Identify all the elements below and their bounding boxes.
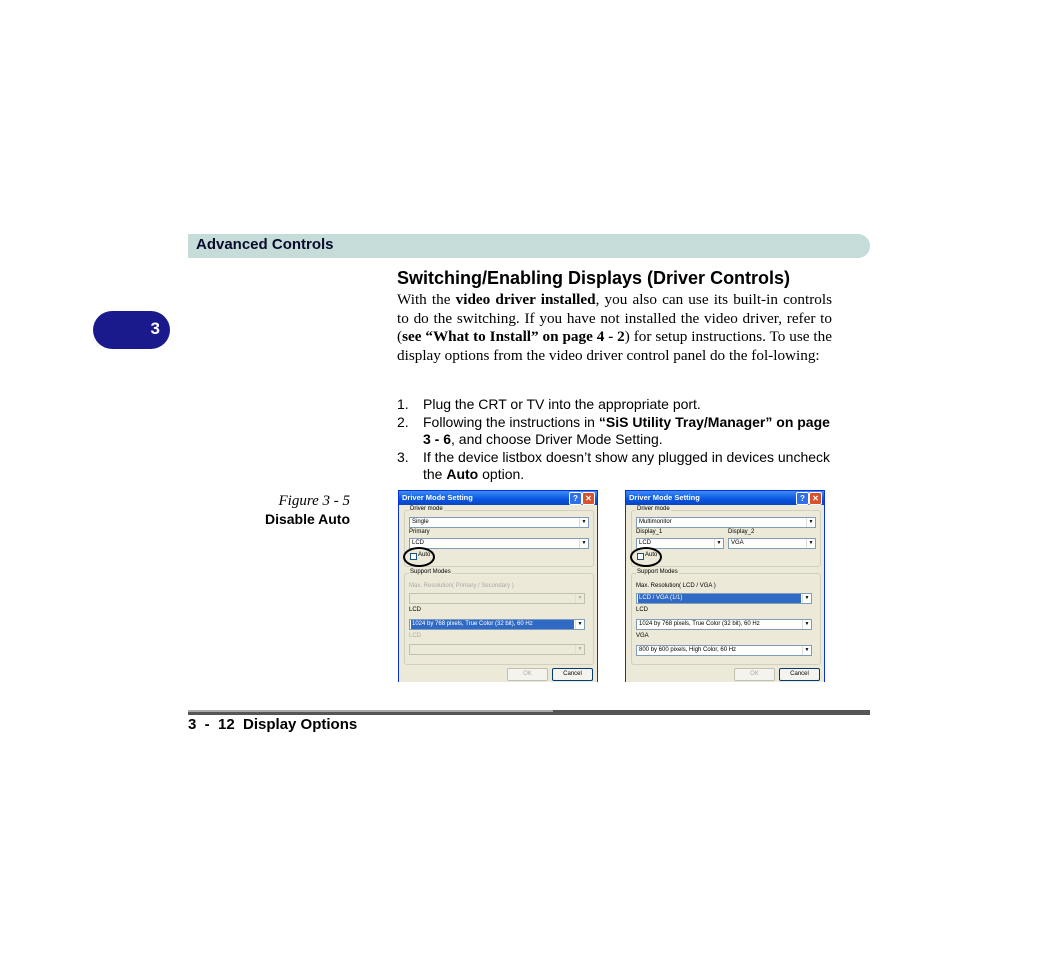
footer-divider-highlight [188, 710, 553, 712]
page-footer: 3 - 12 Display Options [188, 716, 358, 733]
lcd-label: LCD [409, 607, 422, 613]
step-text [423, 414, 837, 449]
chevron-down-icon: ▼ [575, 594, 584, 603]
primary-value: LCD [412, 540, 425, 546]
chevron-down-icon[interactable]: ▼ [714, 539, 723, 548]
figure-label [200, 492, 350, 528]
figure-caption: Disable Auto [264, 511, 350, 527]
cancel-button[interactable]: Cancel [552, 668, 593, 681]
intro-text-3: ) for setup instructions. To use the display options from the video driver control panel do the fol-lowing: [397, 328, 832, 364]
help-icon[interactable]: ? [569, 492, 582, 505]
driver-mode-value: Single [412, 519, 429, 525]
step-bold-auto: Auto [446, 466, 479, 482]
chevron-down-icon[interactable]: ▼ [802, 646, 811, 655]
support-modes-label: Support Modes [410, 569, 451, 575]
chevron-down-icon[interactable]: ▼ [579, 518, 588, 527]
dialog-title: Driver Mode Setting [629, 493, 700, 502]
cancel-button[interactable]: Cancel [779, 668, 820, 681]
chevron-down-icon[interactable]: ▼ [575, 620, 584, 629]
chevron-down-icon[interactable]: ▼ [802, 594, 811, 603]
step-text: Plug the CRT or TV into the appropriate port. [423, 396, 701, 412]
step-text-post: , and choose Driver Mode Setting. [451, 431, 663, 447]
lcd2-label: LCD [409, 633, 422, 639]
driver-mode-value: Multimonitor [639, 519, 672, 525]
close-icon[interactable]: ✕ [582, 492, 595, 505]
chevron-down-icon[interactable]: ▼ [579, 539, 588, 548]
intro-link-what-to-install: see “What to Install” on page 4 - 2 [402, 328, 625, 346]
lcd-mode-value: 1024 by 768 pixels, True Color (32 bit), 60 Hz [639, 621, 760, 627]
chapter-tab [93, 311, 170, 349]
step-number: 3. [397, 448, 409, 465]
help-icon[interactable]: ? [796, 492, 809, 505]
dialog-titlebar [399, 491, 597, 505]
support-modes-label: Support Modes [637, 569, 678, 575]
max-resolution-select[interactable] [409, 593, 585, 604]
driver-mode-select[interactable] [409, 517, 589, 528]
driver-mode-label: Driver mode [410, 506, 443, 512]
lcd-mode-value: 1024 by 768 pixels, True Color (32 bit), 60 Hz [411, 620, 574, 629]
driver-mode-dialog-multimonitor [625, 490, 825, 682]
intro-text-1: With the [397, 291, 456, 308]
steps-list [397, 396, 837, 484]
step-number: 1. [397, 396, 409, 412]
ok-button[interactable]: OK [507, 668, 548, 681]
driver-mode-dialog-single [398, 490, 598, 682]
lcd-label: LCD [636, 607, 649, 613]
list-item [397, 396, 837, 414]
chevron-down-icon: ▼ [575, 645, 584, 654]
vga-label: VGA [636, 633, 649, 639]
intro-text-2: , you also can use its built-in controls to do the switching. If you have not installed the video driver, refer to ( [397, 291, 832, 346]
vga-mode-select[interactable] [636, 645, 812, 656]
display2-select[interactable] [728, 538, 816, 549]
display1-label: Display_1 [636, 529, 663, 535]
step-number: 2. [397, 413, 409, 430]
chapter-number: 3 [150, 319, 160, 338]
footer-divider [188, 710, 870, 715]
close-icon[interactable]: ✕ [809, 492, 822, 505]
dialog-title: Driver Mode Setting [402, 493, 473, 502]
auto-label: Auto [418, 552, 431, 558]
display2-label: Display_2 [728, 529, 755, 535]
step-text-pre: Following the instructions in [423, 413, 599, 430]
dialog-titlebar [626, 491, 824, 505]
list-item [397, 414, 837, 449]
chevron-down-icon[interactable]: ▼ [802, 620, 811, 629]
step-bold-ref: “SiS Utility Tray/Manager” on page 3 - 6 [423, 413, 830, 447]
section-header-title: Advanced Controls [196, 236, 334, 253]
driver-mode-select[interactable] [636, 517, 816, 528]
display2-value: VGA [731, 540, 744, 546]
max-resolution-label: Max. Resolution( LCD / VGA ) [636, 583, 716, 589]
ok-button[interactable]: OK [734, 668, 775, 681]
display1-value: LCD [639, 540, 652, 546]
max-resolution-value: LCD / VGA (1/1) [638, 594, 801, 603]
highlight-circle [630, 547, 662, 567]
section-header-bar [188, 234, 870, 258]
step-text-post: option. [478, 466, 525, 482]
lcd-mode-select[interactable] [409, 619, 585, 630]
vga-mode-value: 800 by 600 pixels, High Color, 60 Hz [639, 647, 737, 653]
auto-label: Auto [645, 552, 658, 558]
intro-bold-1: video driver installed [455, 291, 596, 308]
max-resolution-label: Max. Resolution( Primary / Secondary ) [409, 583, 514, 589]
section-title: Switching/Enabling Displays (Driver Controls) [397, 268, 791, 288]
step-text [423, 449, 837, 484]
step-text-pre: If the device listbox doesn’t show any plugged in devices uncheck the [423, 448, 831, 482]
lcd-mode-select[interactable] [636, 619, 812, 630]
primary-select[interactable] [409, 538, 589, 549]
figure-number: Figure 3 - 5 [278, 493, 350, 509]
chevron-down-icon[interactable]: ▼ [806, 518, 815, 527]
lcd2-mode-select[interactable] [409, 644, 585, 655]
intro-paragraph [397, 291, 832, 365]
primary-label: Primary [409, 529, 430, 535]
chevron-down-icon[interactable]: ▼ [806, 539, 815, 548]
driver-mode-label: Driver mode [637, 506, 670, 512]
highlight-circle [403, 547, 435, 567]
max-resolution-select[interactable] [636, 593, 812, 604]
list-item [397, 449, 837, 484]
